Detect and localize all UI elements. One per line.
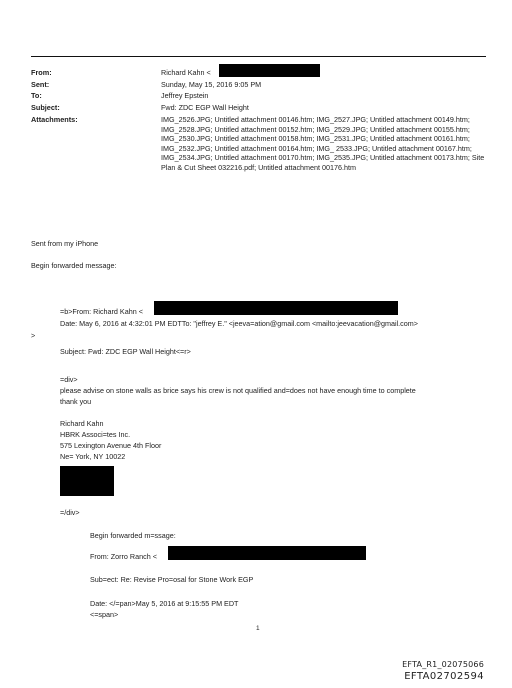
- span-open-line: <=span>: [90, 610, 119, 619]
- signature-company: HBRK Associ=tes Inc.: [60, 430, 131, 439]
- div-close: =/div>: [60, 508, 80, 517]
- redaction-box: [219, 64, 320, 77]
- stray-gt: >: [31, 331, 36, 340]
- begin-forwarded-line-2: Begin forwarded m=ssage:: [90, 531, 176, 540]
- fwd2-subject-line: Sub=ect: Re: Revise Pro=osal for Stone Work EGP: [90, 575, 254, 584]
- sent-value: Sunday, May 15, 2016 9:05 PM: [161, 80, 262, 89]
- redaction-box: [154, 301, 398, 315]
- redaction-box: [60, 466, 114, 496]
- sent-from-line: Sent from my iPhone: [31, 239, 99, 248]
- fwd1-date-line: Date: May 6, 2016 at 4:32:01 PM EDTTo: "jeffrey E." <jeeva=ation@gmail.com <mailto:jeevacation@gmail.com>: [60, 319, 418, 328]
- signature-city: Ne= York, NY 10022: [60, 452, 126, 461]
- bates-number-small: EFTA_R1_02075066: [402, 660, 484, 669]
- page-number: 1: [256, 625, 260, 632]
- from-label: From:: [31, 68, 52, 77]
- attachments-value: IMG_2526.JPG; Untitled attachment 00146.htm; IMG_2527.JPG; Untitled attachment 00149.htm; IMG_2528.JPG; Untitled attachment 00152.htm; IMG_2529.JPG; Untitled attachment 00155.htm; IMG_2530.JPG; Untitled attachment 00158.htm; IMG_2531.JPG; Untitled attachment 00161.htm; IMG_2532.JPG; Untitled attachment 00164.htm; IMG_ 2533.JPG; Untitled attachment 00167.htm; IMG_2534.JPG; Untitled attachment 00170.htm; IMG_2535.JPG; Untitled attachment 00173.htm; Site Plan & Cut Sheet 032216.pdf; Untitled attachment 00176.htm: [161, 115, 485, 172]
- fwd1-subject-line: Subject: Fwd: ZDC EGP Wall Height<=r>: [60, 347, 191, 356]
- from-name: Richard Kahn <: [161, 68, 211, 77]
- attachments-label: Attachments:: [31, 115, 78, 124]
- to-label: To:: [31, 91, 42, 100]
- fwd2-from: From: Zorro Ranch <: [90, 552, 157, 561]
- signature-name: Richard Kahn: [60, 419, 104, 428]
- subject-label: Subject:: [31, 103, 60, 112]
- begin-forwarded-line: Begin forwarded message:: [31, 261, 117, 270]
- signature-address: 575 Lexington Avenue 4th Floor: [60, 441, 162, 450]
- fwd2-date-line: Date: </=pan>May 5, 2016 at 9:15:55 PM EDT: [90, 599, 239, 608]
- redaction-box: [168, 546, 366, 560]
- sent-label: Sent:: [31, 80, 50, 89]
- subject-value: Fwd: ZDC EGP Wall Height: [161, 103, 249, 112]
- header-rule: [31, 56, 486, 57]
- message-line-1: please advise on stone walls as brice says his crew is not qualified and=does not have enough time to complete: [60, 386, 416, 395]
- bates-number-large: EFTA02702594: [404, 671, 484, 682]
- fwd1-from: =b>From: Richard Kahn <: [60, 307, 143, 316]
- div-open: =div>: [60, 375, 78, 384]
- message-line-2: thank you: [60, 397, 92, 406]
- to-value: Jeffrey Epstein: [161, 91, 209, 100]
